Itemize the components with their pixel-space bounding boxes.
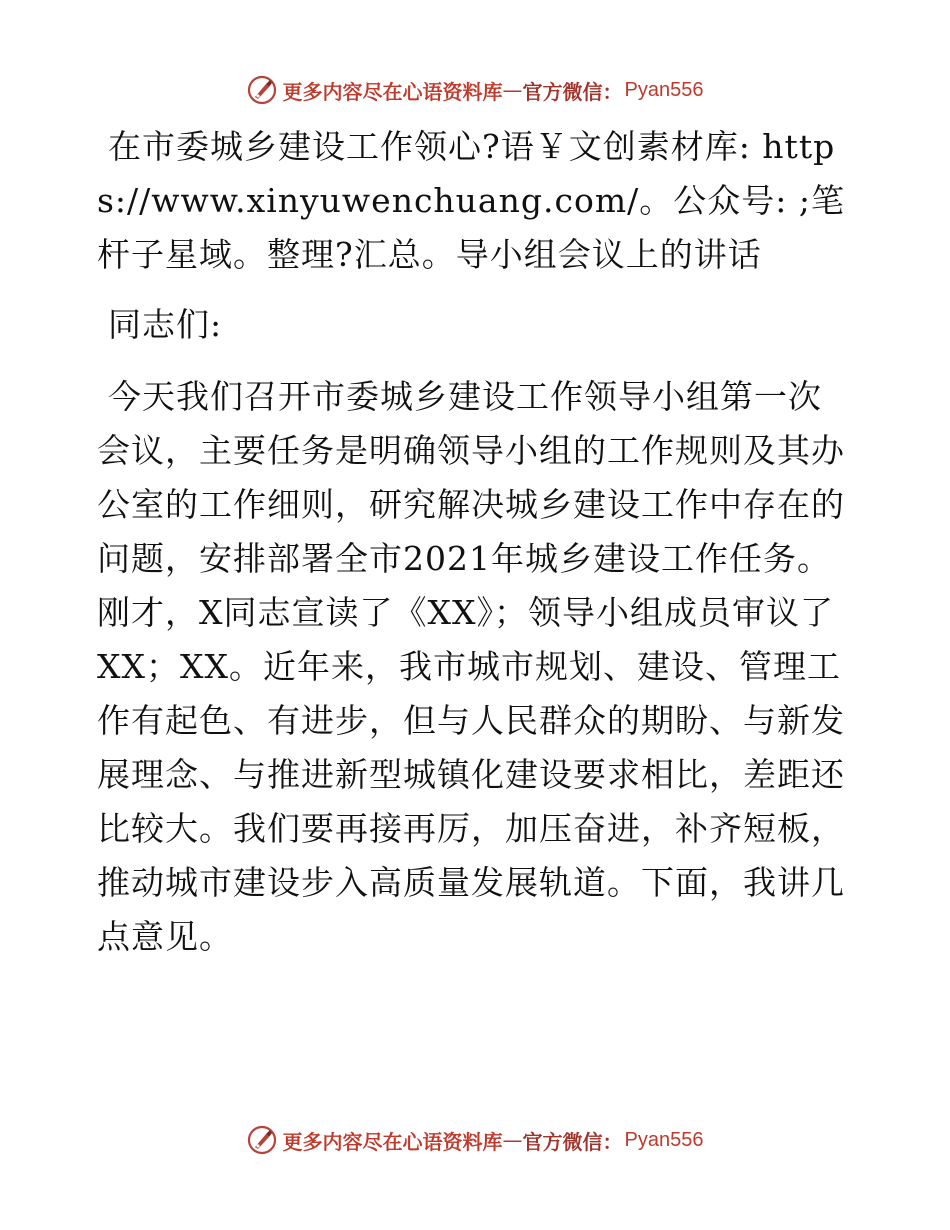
footer-watermark-banner (0, 1120, 950, 1160)
header-watermark-banner (0, 70, 950, 110)
watermark-wechat-id: Pyan556 (624, 1128, 704, 1151)
document-body (97, 120, 849, 1018)
pen-nib-logo-icon (247, 1125, 277, 1155)
watermark-wechat-label: 官方微信： (522, 1129, 623, 1154)
watermark-separator: — (502, 1128, 523, 1152)
greeting: 同志们: (108, 305, 223, 344)
watermark-wechat-id: Pyan556 (624, 78, 704, 101)
watermark-main-text: 更多内容尽在心语资料库 (282, 79, 503, 104)
title-paragraph: 在市委城乡建设工作领心?语￥文创素材库: https://www.xinyuwenchuang.com/。公众号: ;笔杆子星域。整理?汇总。导小组会议上的讲话 (97, 127, 845, 274)
body-paragraph: 今天我们召开市委城乡建设工作领导小组第一次会议，主要任务是明确领导小组的工作规则及其办公室的工作细则，研究解决城乡建设工作中存在的问题，安排部署全市2021年城乡建设工作任务。刚才，X同志宣读了《XX》；领导小组成员审议了XX；XX。近年来，我市城市规划、建设、管理工作有起色、有进步，但与人民群众的期盼、与新发展理念、与推进新型城镇化建设要求相比，差距还比较大。我们要再接再厉，加压奋进，补齐短板，推动城市建设步入高质量发展轨道。下面，我讲几点意见。 (97, 377, 845, 956)
watermark-separator: — (502, 78, 523, 102)
pen-nib-logo-icon (247, 75, 277, 105)
watermark-wechat-label: 官方微信： (522, 79, 623, 104)
watermark-main-text: 更多内容尽在心语资料库 (282, 1129, 503, 1154)
